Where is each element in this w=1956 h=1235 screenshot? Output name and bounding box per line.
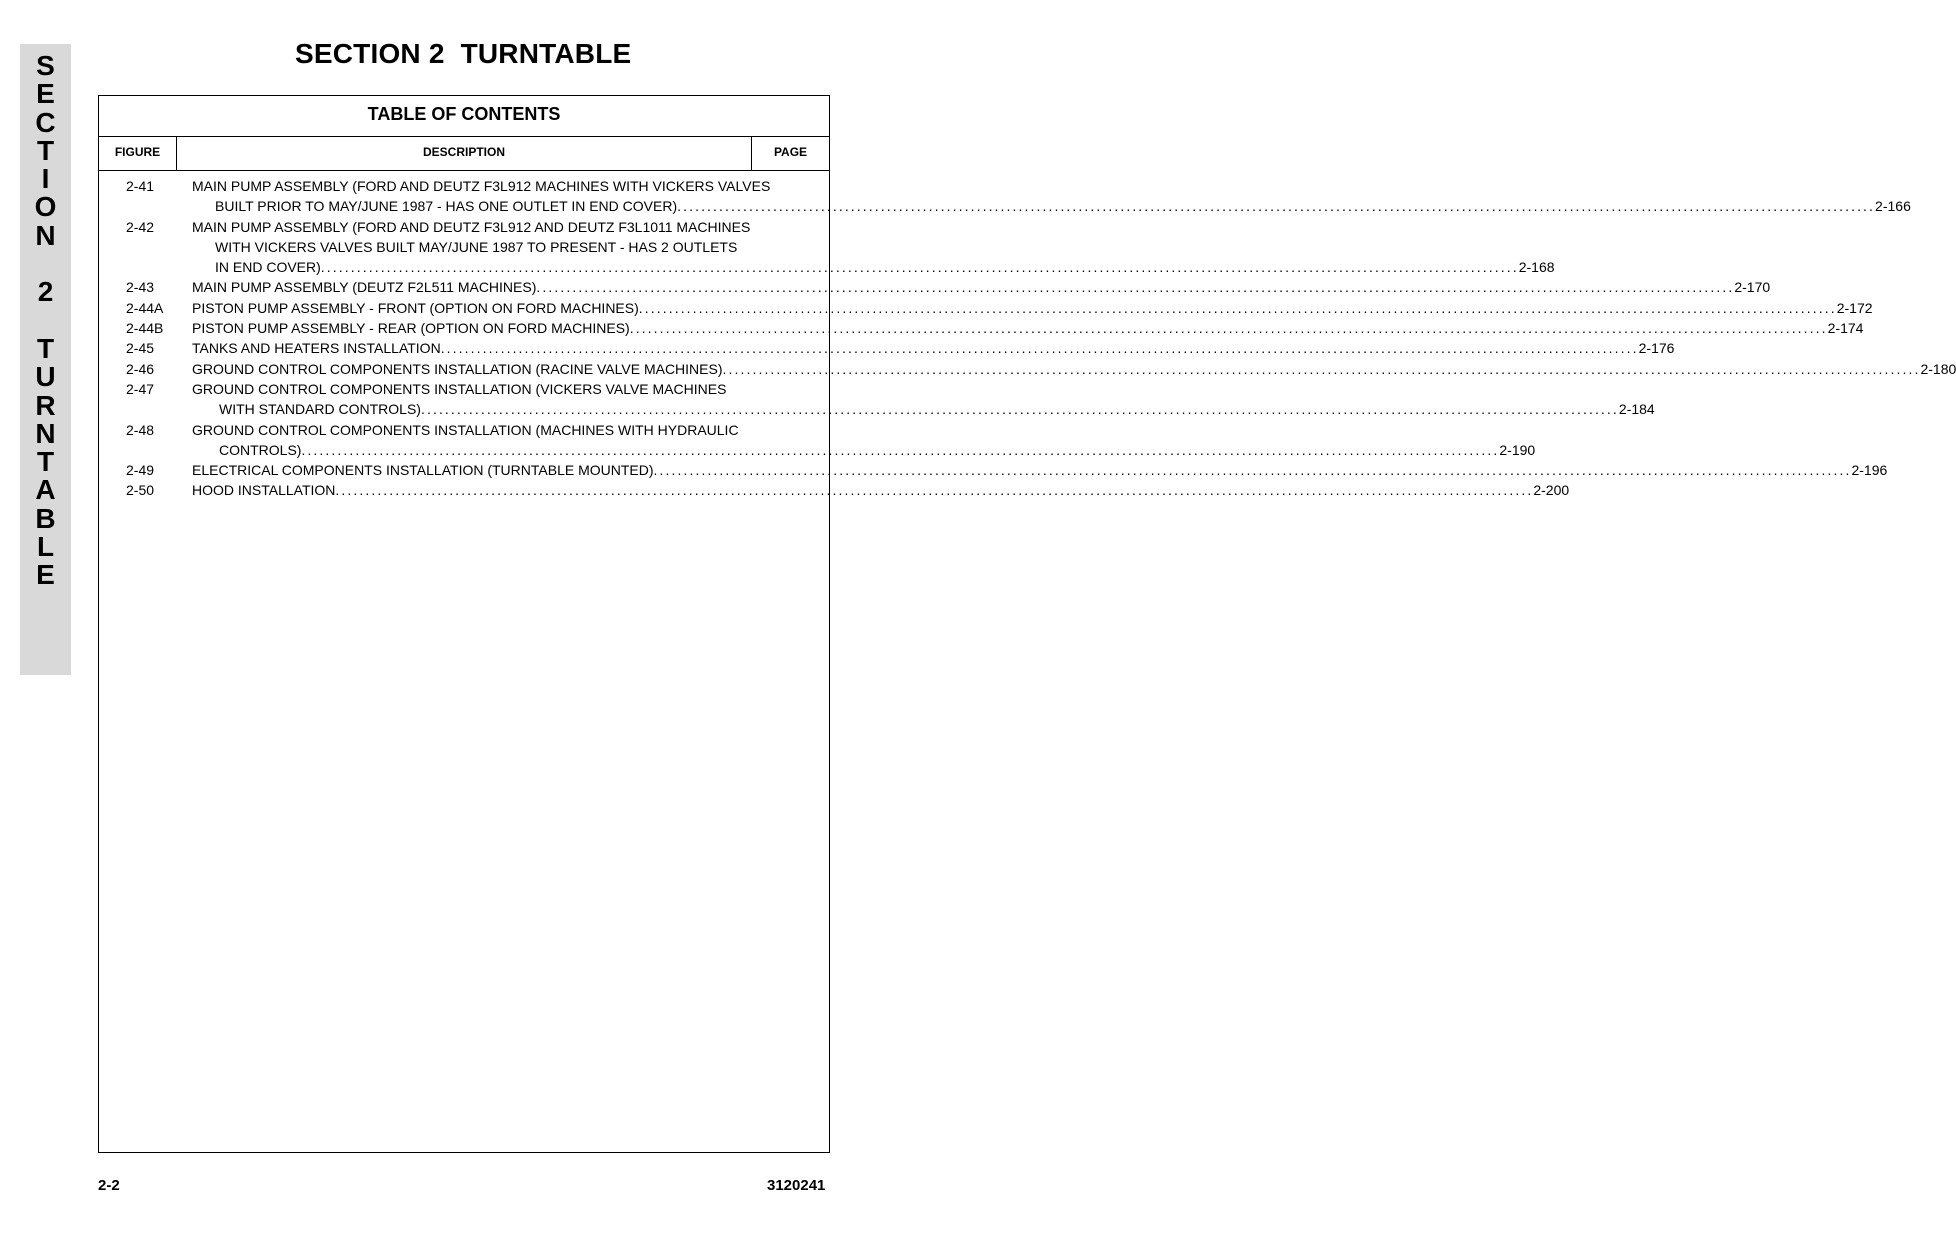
- dot-leader: ........................................................................................................................................................................................................: [629, 320, 1828, 337]
- toc-description: GROUND CONTROL COMPONENTS INSTALLATION (MACHINES WITH HYDRAULIC: [192, 421, 739, 438]
- footer-doc-number: 3120241: [767, 1177, 826, 1194]
- toc-description: GROUND CONTROL COMPONENTS INSTALLATION (RACINE VALVE MACHINES): [192, 360, 723, 377]
- toc-page-number: 2-190: [1499, 441, 1536, 458]
- toc-page-number: 2-176: [1638, 340, 1675, 357]
- toc-entry[interactable]: [99, 318, 1864, 338]
- footer-page-number: 2-2: [98, 1177, 120, 1194]
- side-tab-letter: O: [34, 191, 57, 223]
- toc-page-number: 2-180: [1920, 360, 1956, 377]
- side-tab-letters: [20, 52, 71, 590]
- toc-entry-line: [99, 298, 1873, 318]
- dot-leader: ........................................................................................................................................................................................................: [638, 299, 1837, 316]
- toc-entry[interactable]: [99, 277, 1771, 297]
- toc-page-number: 2-168: [1518, 259, 1555, 276]
- column-header-figure: FIGURE: [99, 137, 177, 171]
- toc-description: PISTON PUMP ASSEMBLY - FRONT (OPTION ON FORD MACHINES): [192, 299, 639, 316]
- toc-description: PISTON PUMP ASSEMBLY - REAR (OPTION ON FORD MACHINES): [192, 320, 630, 337]
- toc-entry[interactable]: [99, 338, 1675, 358]
- toc-description: MAIN PUMP ASSEMBLY (FORD AND DEUTZ F3L912 MACHINES WITH VICKERS VALVES: [192, 178, 771, 194]
- section-title: SECTION 2 TURNTABLE: [295, 38, 632, 69]
- toc-page-number: 2-170: [1734, 279, 1771, 296]
- toc-figure-number: 2-45: [126, 340, 155, 357]
- toc-entry[interactable]: [99, 298, 1873, 318]
- toc-page-number: 2-196: [1851, 462, 1888, 479]
- side-tab-letter: [20, 250, 71, 278]
- toc-entry[interactable]: [99, 217, 1555, 278]
- side-tab-letter: [20, 307, 71, 335]
- toc-figure-number: 2-43: [126, 279, 155, 296]
- toc-figure-number: 2-44A: [126, 299, 164, 316]
- column-header-page: PAGE: [752, 137, 829, 171]
- side-tab-letter: R: [35, 389, 56, 421]
- toc-figure-number: 2-47: [126, 380, 155, 397]
- side-tab-letter: A: [35, 474, 56, 506]
- toc-description: WITH VICKERS VALVES BUILT MAY/JUNE 1987 TO PRESENT - HAS 2 OUTLETS: [215, 238, 738, 255]
- side-tab-letter: U: [35, 361, 56, 393]
- toc-description: CONTROLS): [219, 441, 302, 458]
- toc-figure-number: 2-49: [126, 462, 155, 479]
- toc-figure-number: 2-42: [126, 218, 155, 235]
- toc-entry[interactable]: [99, 379, 1655, 420]
- side-tab-letter: N: [35, 417, 56, 449]
- toc-description: MAIN PUMP ASSEMBLY (DEUTZ F2L511 MACHINES): [192, 279, 537, 296]
- toc-figure-number: 2-48: [126, 421, 155, 438]
- toc-entry-line: [99, 420, 829, 440]
- side-tab-letter: E: [36, 559, 55, 591]
- toc-entry[interactable]: [99, 480, 1570, 500]
- dot-leader: ........................................................................................................................................................................................................: [301, 441, 1500, 458]
- side-tab-letter: C: [35, 106, 56, 138]
- toc-figure-number: 2-46: [126, 360, 155, 377]
- dot-leader: ........................................................................................................................................................................................................: [653, 462, 1852, 479]
- dot-leader: ........................................................................................................................................................................................................: [335, 482, 1534, 499]
- toc-entry-line: [99, 237, 829, 257]
- toc-heading: TABLE OF CONTENTS: [99, 96, 829, 137]
- toc-entry-line: [99, 379, 829, 399]
- side-tab-letter: B: [35, 502, 56, 534]
- toc-frame: [98, 95, 1956, 1153]
- toc-description: ELECTRICAL COMPONENTS INSTALLATION (TURNTABLE MOUNTED): [192, 462, 654, 479]
- toc-entry-line: [99, 318, 1864, 338]
- toc-figure-number: 2-44B: [126, 320, 164, 337]
- toc-description: GROUND CONTROL COMPONENTS INSTALLATION (VICKERS VALVE MACHINES: [192, 380, 727, 397]
- toc-page-number: 2-172: [1836, 299, 1873, 316]
- toc-figure-number: 2-41: [126, 178, 155, 194]
- toc-entry-line: [99, 338, 1675, 358]
- toc-entries: [99, 176, 1956, 501]
- side-tab-letter: I: [41, 163, 50, 195]
- toc-page-number: 2-200: [1533, 482, 1570, 499]
- dot-leader: ........................................................................................................................................................................................................: [420, 401, 1619, 418]
- dot-leader: ........................................................................................................................................................................................................: [722, 360, 1921, 377]
- toc-page-number: 2-174: [1827, 320, 1864, 337]
- toc-entry-line: [99, 460, 1888, 480]
- toc-entry-line: [99, 480, 1570, 500]
- section-side-tab: [20, 44, 71, 675]
- side-tab-letter: T: [36, 446, 55, 478]
- side-tab-letter: T: [36, 134, 55, 166]
- toc-entry[interactable]: [99, 460, 1888, 480]
- dot-leader: ........................................................................................................................................................................................................: [440, 340, 1639, 357]
- toc-entry[interactable]: [99, 420, 1536, 461]
- dot-leader: ........................................................................................................................................................................................................: [677, 198, 1876, 215]
- toc-entry[interactable]: [99, 359, 1956, 379]
- toc-entry-line: [99, 217, 829, 237]
- toc-description: BUILT PRIOR TO MAY/JUNE 1987 - HAS ONE OUTLET IN END COVER): [215, 198, 678, 215]
- toc-description: TANKS AND HEATERS INSTALLATION: [192, 340, 441, 357]
- toc-entry-line: [99, 196, 1911, 216]
- toc-page-number: 2-184: [1618, 401, 1655, 418]
- toc-description: MAIN PUMP ASSEMBLY (FORD AND DEUTZ F3L912 AND DEUTZ F3L1011 MACHINES: [192, 218, 751, 235]
- toc-entry[interactable]: [99, 176, 1911, 217]
- toc-entry-line: [99, 277, 1771, 297]
- side-tab-letter: L: [36, 531, 55, 563]
- column-header-description: DESCRIPTION: [177, 137, 752, 171]
- dot-leader: ........................................................................................................................................................................................................: [536, 279, 1735, 296]
- side-tab-letter: S: [36, 50, 55, 81]
- side-tab-letter: E: [36, 78, 55, 110]
- toc-entry-line: [99, 440, 1536, 460]
- toc-figure-number: 2-50: [126, 482, 155, 499]
- toc-description: HOOD INSTALLATION: [192, 482, 336, 499]
- toc-description: IN END COVER): [215, 259, 321, 276]
- side-tab-letter: N: [35, 219, 56, 251]
- dot-leader: ........................................................................................................................................................................................................: [320, 259, 1519, 276]
- toc-page-number: 2-166: [1875, 198, 1911, 215]
- side-tab-letter: 2: [37, 276, 54, 308]
- toc-description: WITH STANDARD CONTROLS): [219, 401, 421, 418]
- side-tab-letter: T: [36, 332, 55, 364]
- toc-entry-line: [99, 399, 1655, 419]
- toc-entry-line: [99, 176, 829, 196]
- toc-entry-line: [99, 257, 1555, 277]
- toc-entry-line: [99, 359, 1956, 379]
